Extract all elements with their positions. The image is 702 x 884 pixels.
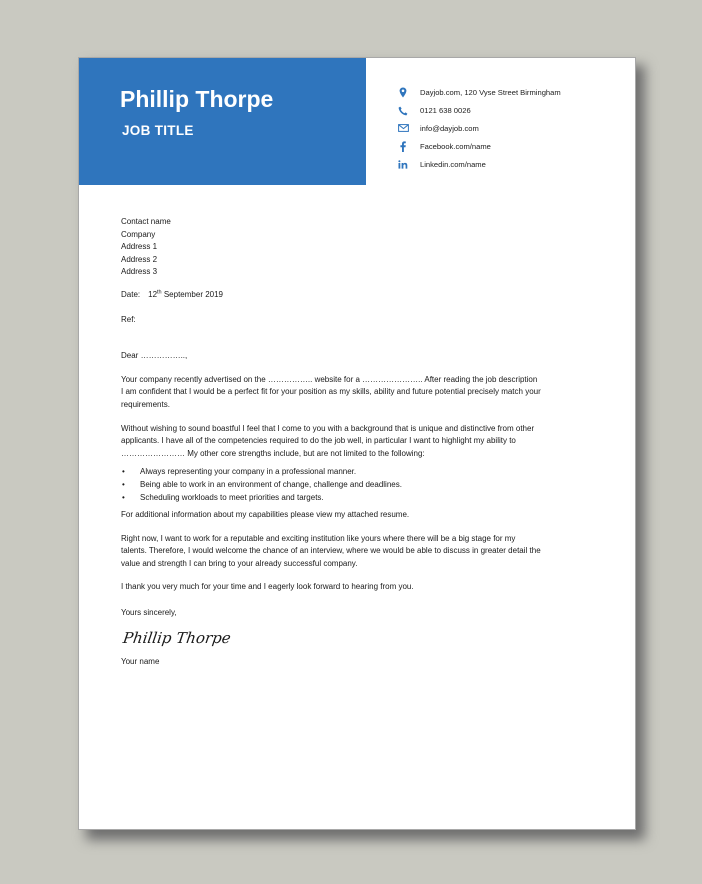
linkedin-icon [396,158,410,170]
letter-body [121,216,541,669]
job-title: JOB TITLE [122,123,194,138]
salutation: Dear …………….., [121,351,188,361]
closing: Yours sincerely, [121,608,177,618]
date-suffix: th [157,289,162,296]
list-item: • Scheduling workloads to meet priorities and targets. [121,492,541,505]
recipient-address-3: Address 3 [121,267,158,277]
date-value [148,290,223,299]
header-banner [79,58,366,185]
contact-email [396,120,561,138]
recipient-address-2: Address 2 [121,254,158,264]
phone-icon [396,105,410,117]
recipient-company: Company [121,229,156,239]
recipient-contact-name: Contact name [121,217,171,226]
location-pin-icon [396,87,410,99]
signature: Phillip Thorpe [121,628,232,647]
email-text: info@dayjob.com [420,123,479,133]
address-text: Dayjob.com, 120 Vyse Street Birmingham [420,88,561,98]
paragraph-5: I thank you very much for your time and I eagerly look forward to hearing from you. [121,582,414,592]
contact-address [396,84,561,102]
recipient-address [121,216,541,279]
recipient-address-1: Address 1 [121,242,158,252]
facebook-text: Facebook.com/name [420,141,491,151]
phone-text: 0121 638 0026 [420,106,471,116]
date-line [121,289,541,302]
paragraph-4: Right now, I want to work for a reputable and exciting institution like yours where there will be a big stage for my talents. Therefore, I would welcome the chance of an interview, where we would be able to discuss in greater detail the value and strength I can bring to your already successful company. [121,533,541,568]
paragraph-3: For additional information about my capabilities please view my attached resume. [121,510,410,520]
list-item: • Being able to work in an environment of change, challenge and deadlines. [121,479,541,492]
contact-linkedin [396,155,561,173]
list-item: • Always representing your company in a professional manner. [121,466,541,479]
date-label: Date: [121,289,141,299]
contact-phone [396,102,561,120]
applicant-name: Phillip Thorpe [120,86,274,112]
your-name: Your name [121,657,160,667]
envelope-icon [396,122,410,134]
contact-facebook [396,137,561,155]
date-day: 12 [148,289,158,299]
linkedin-text: Linkedin.com/name [420,159,486,169]
facebook-icon [396,140,410,152]
strengths-list [121,466,541,504]
date-rest: September 2019 [161,289,223,299]
ref-line: Ref: [121,314,136,324]
contact-details [396,84,561,173]
paragraph-2: Without wishing to sound boastful I feel that I come to you with a background that is unique and distinctive from other applicants. I have all of the competencies required to do the job well, in particular I want to highlight my ability to …………………… My other core strengths include, but are not limited to the following: [121,423,535,458]
paragraph-1: Your company recently advertised on the …………….. website for a ………………….. After reading the job description I am confident that I would be a perfect fit for your position as my skills, ability and future potential precisely match your requirements. [121,374,541,409]
cover-letter-page [78,57,636,830]
